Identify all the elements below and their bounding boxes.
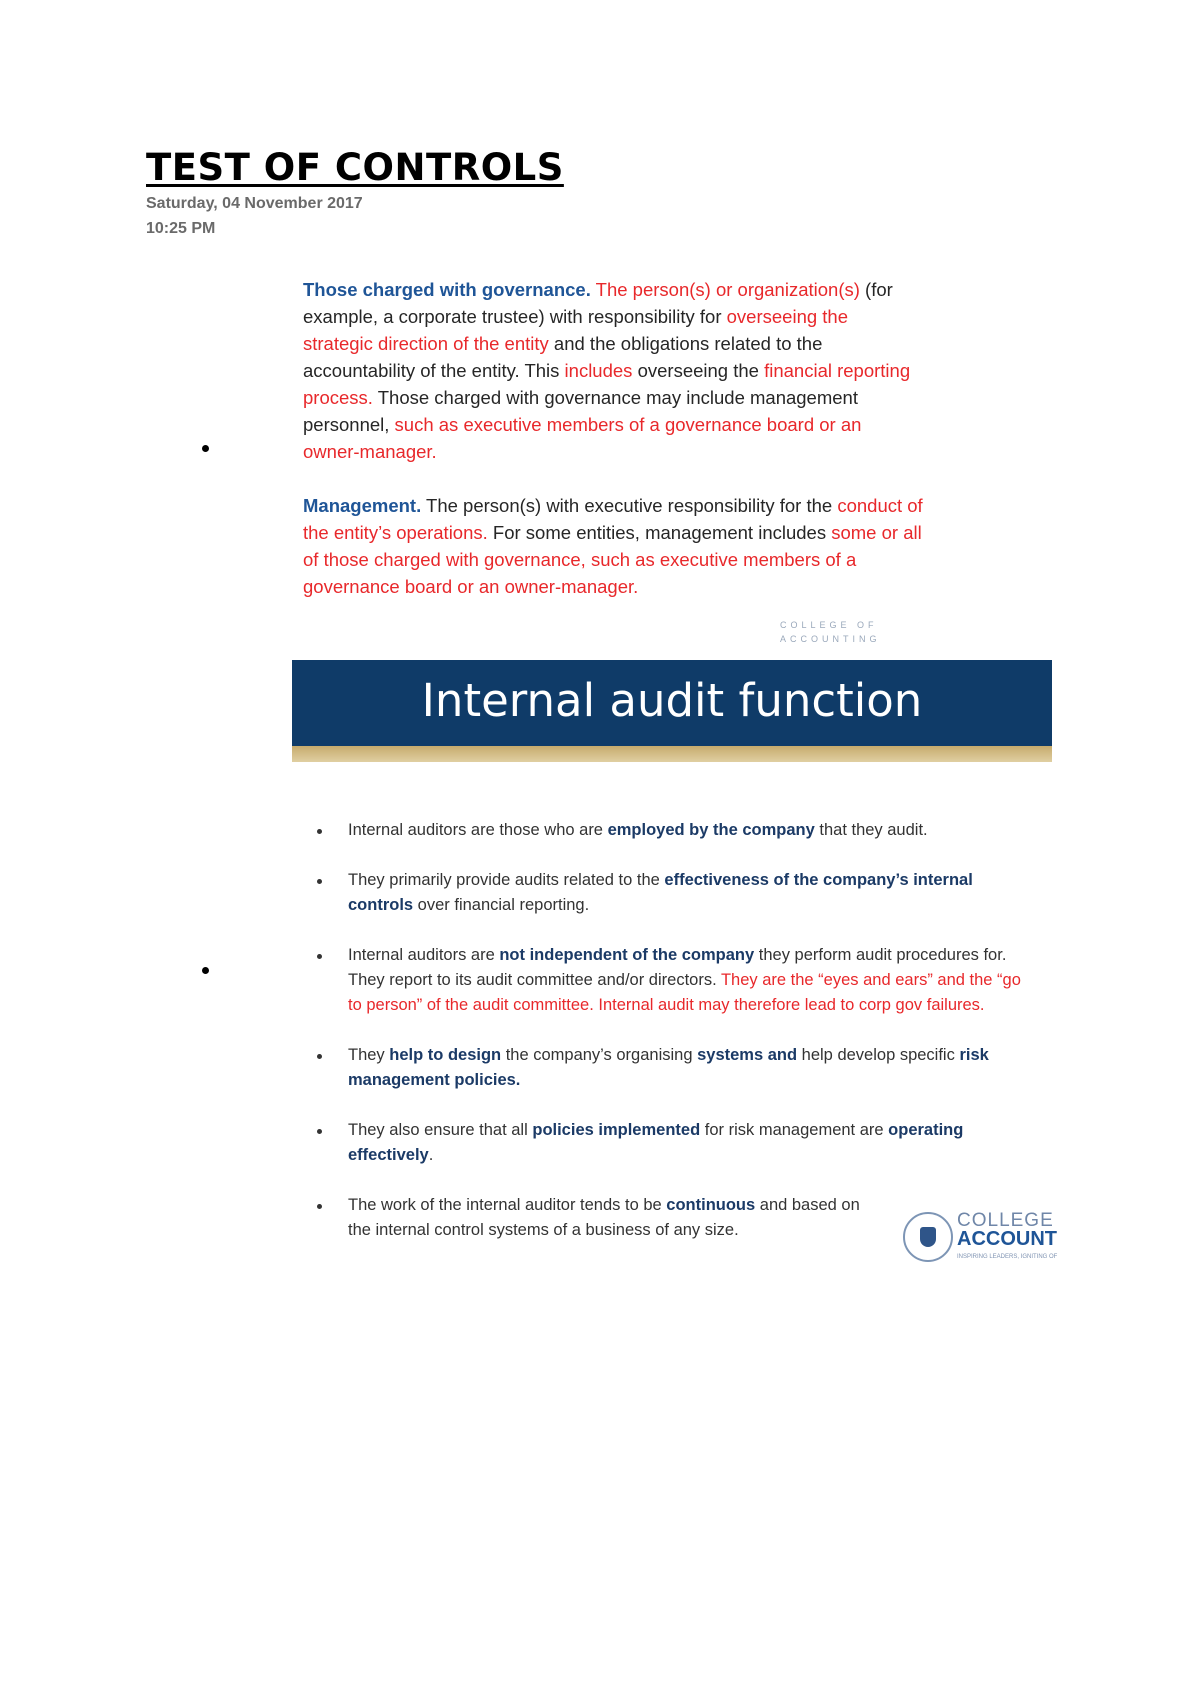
slide-logo-cropped: COLLEGE OF ACCOUNTING	[780, 620, 881, 644]
bullet-text: They are the “eyes and ears” and the “go to person” of the audit committee. Internal audit may therefore lead to corp gov failures.	[348, 971, 1021, 1014]
management-definition	[303, 492, 923, 600]
bullet-icon	[317, 1204, 322, 1209]
tcwg-term: Those charged with governance.	[303, 279, 591, 300]
internal-audit-bullets	[315, 818, 1035, 1268]
definition-text: and the obligations related to the accountability of the entity. This	[303, 333, 823, 381]
bullet-icon	[202, 967, 209, 974]
bullet-text: systems and	[697, 1046, 798, 1064]
definition-text: overseeing the strategic direction of the entity	[303, 306, 849, 354]
bullet-icon	[317, 879, 322, 884]
bullet-text: They also ensure that all	[348, 1121, 533, 1139]
bullet-icon	[202, 445, 209, 452]
bullet-text: Internal auditors are	[348, 946, 500, 964]
bullet-text: the company’s organising	[501, 1046, 698, 1064]
bullet-text: they perform audit procedures for. They report to its audit committee and/or directors.	[348, 946, 1007, 989]
definition-text: The person(s) or organization(s)	[590, 279, 860, 300]
bullet-text: They primarily provide audits related to the	[348, 871, 665, 889]
bullet-text: for risk management are	[700, 1121, 889, 1139]
bullet-text: operating effectively	[348, 1121, 964, 1164]
logo-line1: COLLEGE	[957, 1210, 1054, 1231]
bullet-text: risk management policies.	[348, 1046, 989, 1089]
list-item	[315, 1043, 1035, 1093]
page-time: 10:25 PM	[146, 220, 216, 237]
bullet-text: and based on the internal control systems of a business of any size.	[348, 1196, 860, 1239]
definition-text: such as executive members of a governance board or an owner-manager.	[303, 414, 862, 462]
definition-text: includes	[564, 360, 633, 381]
list-item	[315, 868, 1035, 918]
bullet-icon	[317, 829, 322, 834]
bullet-icon	[317, 954, 322, 959]
bullet-icon	[317, 1054, 322, 1059]
definition-text: conduct of the entity’s operations.	[303, 495, 923, 543]
college-seal-icon	[903, 1212, 953, 1262]
bullet-text: policies implemented	[532, 1121, 701, 1139]
bullet-icon	[317, 1129, 322, 1134]
bullet-text: not independent of the company	[499, 946, 755, 964]
bullet-text: The work of the internal auditor tends to be	[348, 1196, 667, 1214]
bullet-text: employed by the company	[607, 821, 815, 839]
bullet-text: Internal auditors are those who are	[348, 821, 608, 839]
bullet-text: effectiveness of the company’s internal controls	[348, 871, 973, 914]
college-logo	[903, 1210, 1058, 1268]
logo-line2: ACCOUNT	[957, 1228, 1057, 1250]
definition-text: some or all of those charged with governance, such as executive members of a governance board or an owner-manager.	[303, 522, 922, 597]
bullet-text: help develop specific	[797, 1046, 960, 1064]
slide-title-banner: Internal audit function	[292, 660, 1052, 746]
bullet-text: They	[348, 1046, 390, 1064]
bullet-text: that they audit.	[814, 821, 928, 839]
list-item	[315, 1118, 1035, 1168]
definition-text: Those charged with governance may include management personnel,	[303, 387, 858, 435]
definition-text: For some entities, management includes	[487, 522, 832, 543]
page-date: Saturday, 04 November 2017	[146, 195, 363, 212]
bullet-text: continuous	[666, 1196, 756, 1214]
definition-text: The person(s) with executive responsibility for the	[421, 495, 838, 516]
list-item	[315, 818, 1035, 843]
logo-tagline: INSPIRING LEADERS, IGNITING OF	[957, 1254, 1058, 1260]
definition-text: overseeing the	[632, 360, 765, 381]
bullet-text: .	[428, 1146, 434, 1164]
bullet-text: over financial reporting.	[413, 896, 590, 914]
list-item	[315, 943, 1035, 1018]
page-title: TEST OF CONTROLS	[146, 146, 564, 189]
definition-text: financial reporting process.	[303, 360, 911, 408]
definition-text: (for example, a corporate trustee) with responsibility for	[303, 279, 893, 327]
banner-gold-stripe	[292, 746, 1052, 762]
bullet-text: help to design	[389, 1046, 502, 1064]
tcwg-definition	[303, 276, 923, 465]
management-term: Management.	[303, 495, 422, 516]
